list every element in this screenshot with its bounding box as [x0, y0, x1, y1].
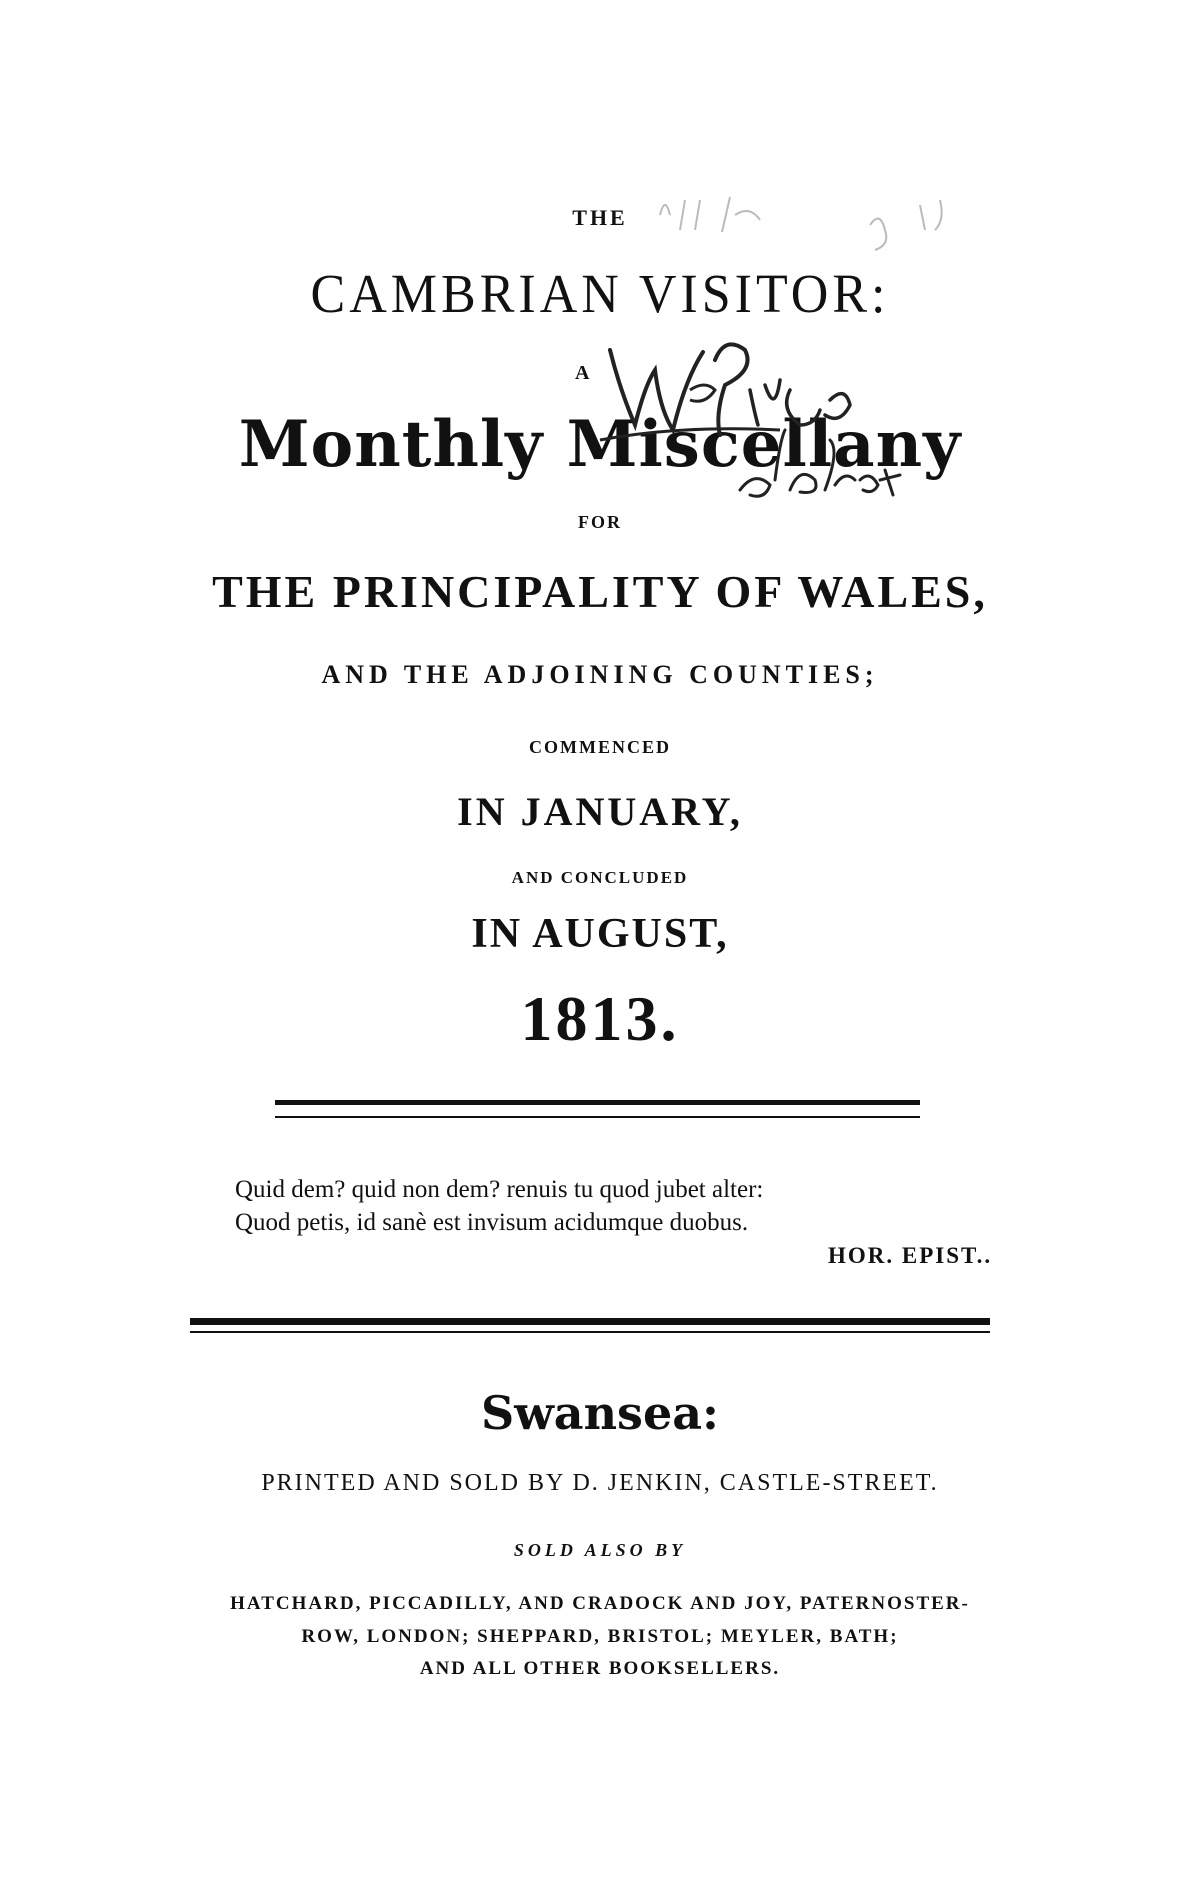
- august-line: IN AUGUST,: [471, 911, 729, 957]
- sellers-line-2: ROW, LONDON; SHEPPARD, BRISTOL; MEYLER, BATH;: [301, 1626, 899, 1647]
- imprint-place: Swansea:: [480, 1386, 720, 1440]
- handwritten-signature: [590, 330, 920, 520]
- january-line: IN JANUARY,: [457, 789, 743, 834]
- concluded-label: AND CONCLUDED: [511, 868, 689, 887]
- sold-also-label: SOLD ALSO BY: [513, 1540, 687, 1560]
- title-the: THE: [572, 205, 628, 230]
- subtitle: Monthly Miscellany: [238, 407, 962, 482]
- title-article: A: [575, 362, 590, 384]
- double-rule-bottom-thin: [190, 1331, 990, 1333]
- sellers-line-3: AND ALL OTHER BOOKSELLERS.: [419, 1658, 781, 1679]
- double-rule-bottom: [190, 1318, 990, 1325]
- double-rule-top: [275, 1100, 920, 1105]
- adjoining-counties-line: AND THE ADJOINING COUNTIES;: [321, 660, 879, 689]
- main-title: CAMBRIAN VISITOR:: [310, 264, 890, 325]
- title-for: FOR: [578, 512, 622, 532]
- printer-line: PRINTED AND SOLD BY D. JENKIN, CASTLE-STREET.: [261, 1470, 939, 1496]
- principality-line: THE PRINCIPALITY OF WALES,: [212, 566, 988, 617]
- publication-year: 1813.: [520, 983, 680, 1054]
- double-rule-top-thin: [275, 1116, 920, 1118]
- epigraph-source: HOR. EPIST..: [828, 1243, 993, 1268]
- epigraph-line-2: Quod petis, id sanè est invisum acidumque duobus.: [235, 1209, 749, 1236]
- commenced-label: COMMENCED: [529, 737, 671, 757]
- sellers-line-1: HATCHARD, PICCADILLY, AND CRADOCK AND JOY, PATERNOSTER-: [230, 1593, 970, 1614]
- epigraph-line-1: Quid dem? quid non dem? renuis tu quod jubet alter:: [235, 1176, 764, 1203]
